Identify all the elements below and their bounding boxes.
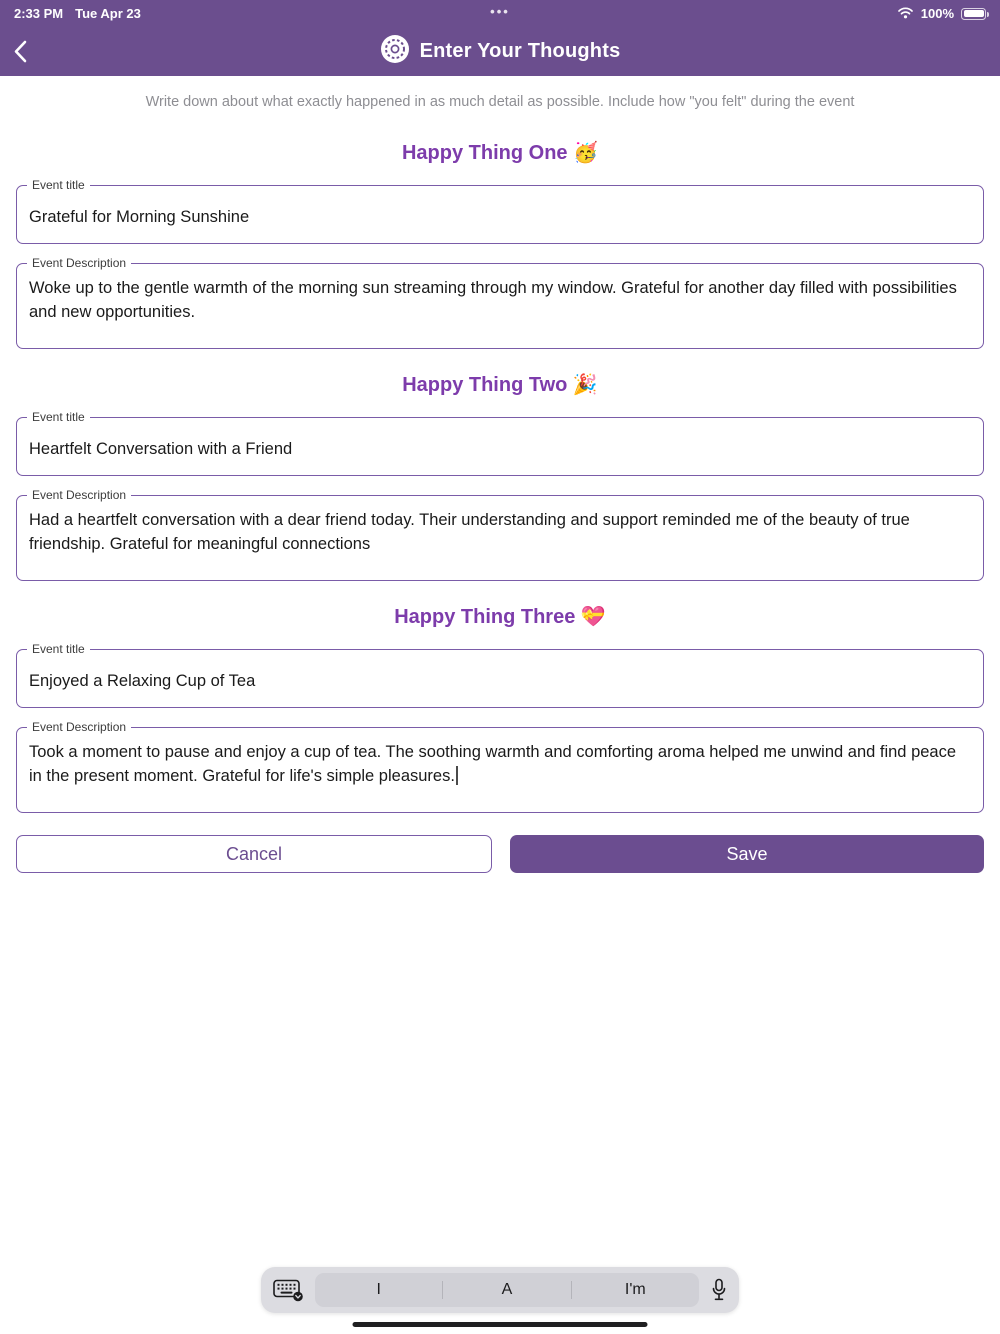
event-title-value: Grateful for Morning Sunshine xyxy=(29,208,250,226)
battery-icon xyxy=(961,8,986,20)
section-heading-one: Happy Thing One 🥳 xyxy=(401,142,598,164)
event-title-label: Event title xyxy=(27,178,90,193)
event-description-value: Took a moment to pause and enjoy a cup of tea. The soothing warmth and comforting aroma helped me unwind and find peace in the present moment. Grateful for life's simple pleasures. xyxy=(29,743,957,785)
page-title: Enter Your Thoughts xyxy=(419,40,621,62)
suggestion-3[interactable]: I'm xyxy=(624,1281,646,1298)
app-logo-icon xyxy=(380,34,410,69)
suggestion-2[interactable]: A xyxy=(501,1281,513,1298)
keyboard-accessory-bar xyxy=(261,1267,739,1313)
event-description-label: Event Description xyxy=(27,488,131,503)
event-description-value: Woke up to the gentle warmth of the morning sun streaming through my window. Grateful for another day filled with possibilities and new opportunities. xyxy=(29,279,957,321)
nav-bar xyxy=(0,27,1000,76)
event-title-input-2[interactable] xyxy=(16,410,984,476)
battery-percent: 100% xyxy=(920,6,954,21)
event-description-input-3[interactable] xyxy=(16,720,984,813)
event-description-label: Event Description xyxy=(27,720,131,735)
section-heading-three: Happy Thing Three 💝 xyxy=(394,606,606,628)
dictation-mic-icon[interactable] xyxy=(711,1278,727,1302)
instruction-text: Write down about what exactly happened in as much detail as possible. Include how "you felt" during the event xyxy=(145,94,855,110)
home-indicator[interactable] xyxy=(353,1322,648,1327)
event-title-input-1[interactable] xyxy=(16,178,984,244)
cancel-button[interactable]: Cancel xyxy=(16,835,492,873)
suggestion-1[interactable]: I xyxy=(376,1281,381,1298)
wifi-icon xyxy=(897,6,914,22)
action-buttons xyxy=(16,835,984,873)
status-time: 2:33 PM xyxy=(14,6,64,21)
save-button[interactable]: Save xyxy=(510,835,984,873)
event-description-input-2[interactable] xyxy=(16,488,984,581)
section-heading-two: Happy Thing Two 🎉 xyxy=(402,374,598,396)
predictive-text-bar xyxy=(315,1273,699,1307)
event-title-value: Enjoyed a Relaxing Cup of Tea xyxy=(29,672,256,690)
status-date: Tue Apr 23 xyxy=(75,6,141,21)
dismiss-keyboard-icon[interactable] xyxy=(273,1279,303,1302)
event-description-label: Event Description xyxy=(27,256,131,271)
multitask-dots-icon: ••• xyxy=(490,4,510,19)
text-cursor xyxy=(456,766,458,785)
form-content xyxy=(0,94,1000,873)
event-title-label: Event title xyxy=(27,410,90,425)
event-title-input-3[interactable] xyxy=(16,642,984,708)
back-button[interactable] xyxy=(14,27,54,76)
event-description-input-1[interactable] xyxy=(16,256,984,349)
status-bar xyxy=(0,0,1000,27)
event-title-label: Event title xyxy=(27,642,90,657)
event-title-value: Heartfelt Conversation with a Friend xyxy=(29,440,293,458)
event-description-value: Had a heartfelt conversation with a dear friend today. Their understanding and support reminded me of the beauty of true friendship. Grateful for meaningful connections xyxy=(29,511,910,553)
